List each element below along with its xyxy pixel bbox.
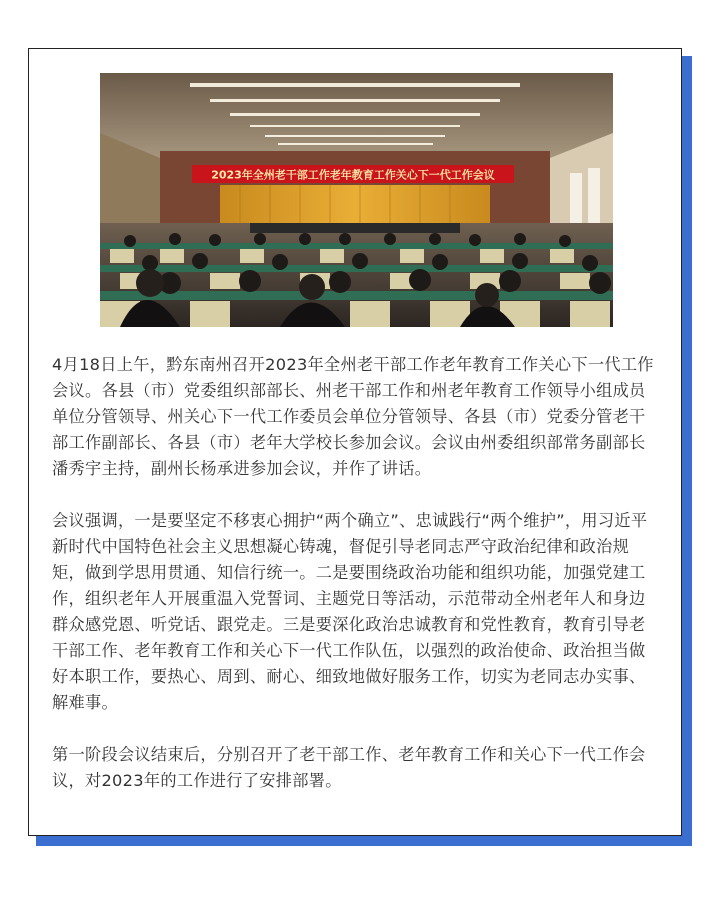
paragraph-1: 4月18日上午，黔东南州召开2023年全州老干部工作老年教育工作关心下一代工作会议。各县（市）党委组织部部长、州老干部工作和州老年教育工作领导小组成员单位分管领导、州关心下一代工作委员会单位分管领导、各县（市）党委分管老干部工作副部长、各县（市）老年大学校长参加会议。会议由州委组织部常务副部长潘秀宇主持，副州长杨承进参加会议，并作了讲话。 bbox=[52, 355, 654, 478]
meeting-photo bbox=[100, 73, 613, 327]
article-card bbox=[28, 48, 682, 836]
banner-text: 2023年全州老干部工作老年教育工作关心下一代工作会议 bbox=[211, 168, 495, 182]
paragraph-3: 第一阶段会议结束后，分别召开了老干部工作、老年教育工作和关心下一代工作会议，对2023年的工作进行了安排部署。 bbox=[52, 745, 646, 790]
article-body bbox=[52, 352, 662, 820]
paragraph-2: 会议强调，一是要坚定不移衷心拥护“两个确立”、忠诚践行“两个维护”，用习近平新时代中国特色社会主义思想凝心铸魂，督促引导老同志严守政治纪律和政治规矩，做到学思用贯通、知信行统一。二是要围绕政治功能和组织功能，加强党建工作，组织老年人开展重温入党誓词、主题党日等活动，示范带动全州老年人和身边群众感党恩、听党话、跟党走。三是要深化政治忠诚教育和党性教育，教育引导老干部工作、老年教育工作和关心下一代工作队伍，以强烈的政治使命、政治担当做好本职工作，要热心、周到、耐心、细致地做好服务工作，切实为老同志办实事、解难事。 bbox=[52, 511, 648, 712]
